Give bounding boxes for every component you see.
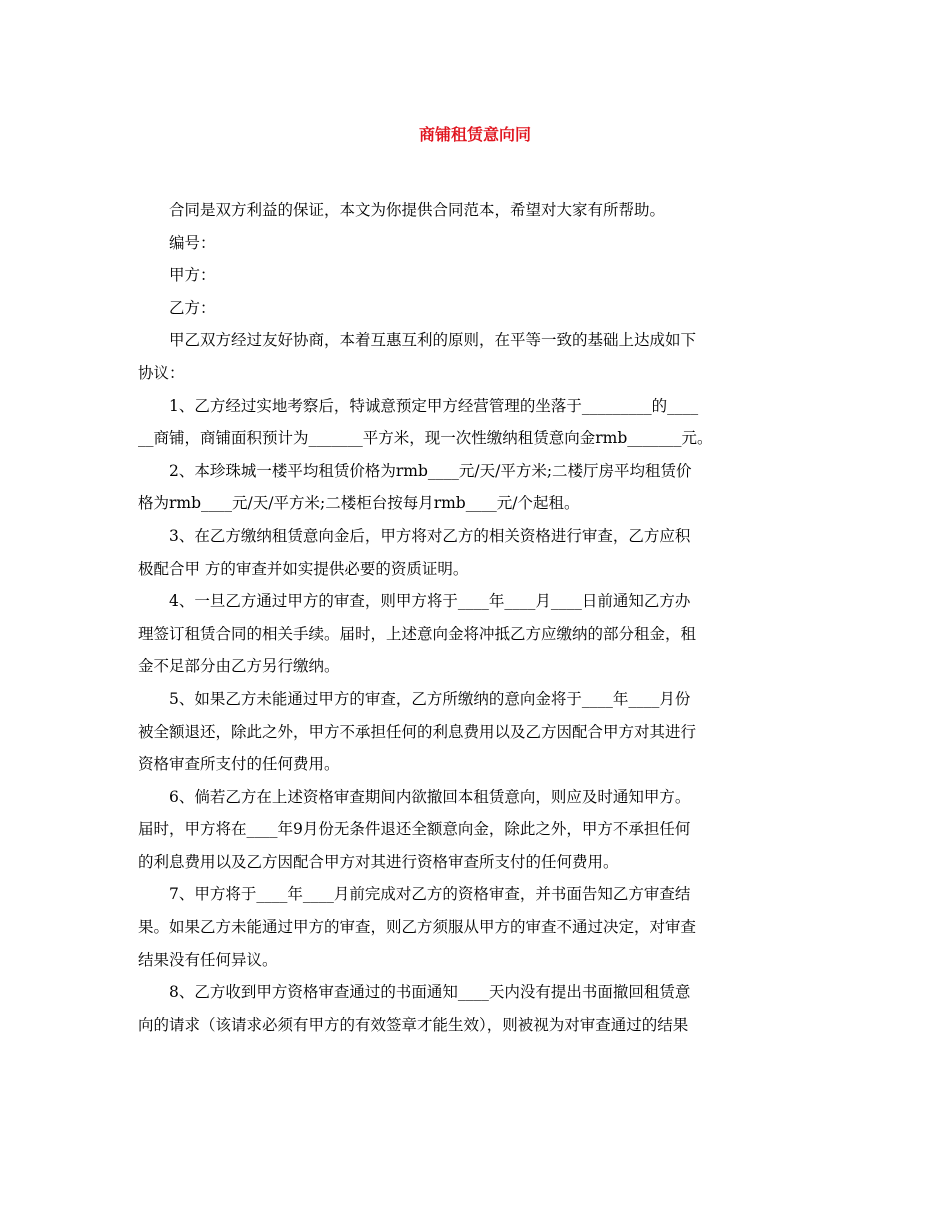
paragraph xyxy=(138,292,814,325)
paragraph-line: 被全额退还，除此之外，甲方不承担任何的利息费用以及乙方因配合甲方对其进行 xyxy=(138,722,697,741)
paragraph-line: 4、一旦乙方通过甲方的审查，则甲方将于____年____月____日前通知乙方办 xyxy=(169,592,691,611)
paragraph-line: 资格审查所支付的任何费用。 xyxy=(138,755,340,774)
paragraph-line: 1、乙方经过实地考察后，特诚意预定甲方经营管理的坐落于_________的____ xyxy=(169,396,699,415)
paragraph-line: 3、在乙方缴纳租赁意向金后，甲方将对乙方的相关资格进行审查，乙方应积 xyxy=(169,526,691,545)
paragraph xyxy=(138,585,814,683)
paragraph-line: 2、本珍珠城一楼平均租赁价格为rmb____元/天/平方米;二楼厅房平均租赁价 xyxy=(169,461,692,480)
paragraph xyxy=(138,324,814,389)
paragraph-line: 理签订租赁合同的相关手续。届时，上述意向金将冲抵乙方应缴纳的部分租金，租 xyxy=(138,624,697,643)
paragraph-line: 格为rmb____元/天/平方米;二楼柜台按每月rmb____元/个起租。 xyxy=(138,494,580,513)
document-title: 商铺租赁意向同 xyxy=(418,125,531,144)
paragraph-line: 极配合甲 方的审查并如实提供必要的资质证明。 xyxy=(138,559,469,578)
paragraph-line: 7、甲方将于____年____月前完成对乙方的资格审查，并书面告知乙方审查结 xyxy=(169,885,691,904)
paragraph xyxy=(138,227,814,260)
paragraph xyxy=(138,781,814,879)
paragraph xyxy=(138,194,814,227)
paragraph xyxy=(138,259,814,292)
paragraph-line: __商铺，商铺面积预计为_______平方米，现一次性缴纳租赁意向金rmb_______元。 xyxy=(138,429,713,448)
paragraph xyxy=(138,455,814,520)
paragraph-line: 甲乙双方经过友好协商，本着互惠互利的原则，在平等一致的基础上达成如下 xyxy=(169,331,697,350)
paragraph-line: 金不足部分由乙方另行缴纳。 xyxy=(138,657,340,676)
paragraph xyxy=(138,976,814,1041)
document-body xyxy=(138,194,814,1041)
paragraph xyxy=(138,683,814,781)
paragraph-line: 编号： xyxy=(169,233,216,252)
paragraph xyxy=(138,390,814,455)
paragraph-line: 果。如果乙方未能通过甲方的审查，则乙方须服从甲方的审查不通过决定，对审查 xyxy=(138,918,697,937)
paragraph-line: 结果没有任何异议。 xyxy=(138,950,278,969)
paragraph xyxy=(138,520,814,585)
paragraph-line: 乙方： xyxy=(169,298,216,317)
paragraph-line: 5、如果乙方未能通过甲方的审查，乙方所缴纳的意向金将于____年____月份 xyxy=(169,689,691,708)
paragraph xyxy=(138,878,814,976)
paragraph-line: 协议： xyxy=(138,363,185,382)
paragraph-line: 向的请求（该请求必须有甲方的有效签章才能生效），则被视为对审查通过的结果 xyxy=(138,1015,689,1034)
paragraph-line: 8、乙方收到甲方资格审查通过的书面通知____天内没有提出书面撤回租赁意 xyxy=(169,983,691,1002)
paragraph-line: 6、倘若乙方在上述资格审查期间内欲撤回本租赁意向，则应及时通知甲方。 xyxy=(169,787,691,806)
paragraph-line: 合同是双方利益的保证，本文为你提供合同范本，希望对大家有所帮助。 xyxy=(169,201,666,219)
paragraph-line: 届时，甲方将在____年9月份无条件退还全额意向金，除此之外，甲方不承担任何 xyxy=(138,820,691,839)
paragraph-line: 的利息费用以及乙方因配合甲方对其进行资格审查所支付的任何费用。 xyxy=(138,852,619,871)
paragraph-line: 甲方： xyxy=(169,266,216,285)
